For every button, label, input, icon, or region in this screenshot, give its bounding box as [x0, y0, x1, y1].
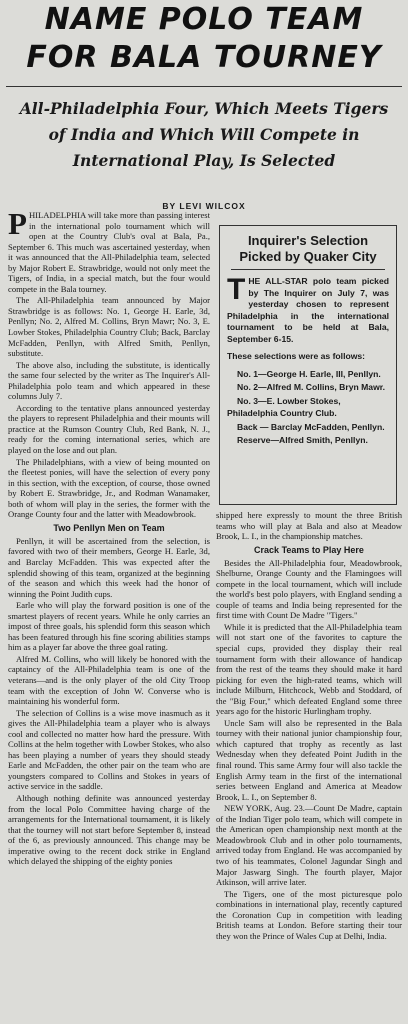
paragraph: NEW YORK, Aug. 23.—Count De Madre, captain of the Indian Tiger polo team, which will compete in the American open championship next month at the Meadowbrook Club and in other polo tournaments, arrived today from England. He was accompanied by two of his teammates, Colonel Jagundar Singh and Major Jaswarg Singh. The fourth player, Major Atkinson, will arrive later.	[216, 803, 402, 888]
headline-line-1: NAME POLO TEAM	[44, 2, 364, 37]
right-column	[216, 510, 402, 1022]
paragraph: Alfred M. Collins, who will likely be honored with the captaincy of the All-Philadelphia team is one of the veterans—and is the only player of the old City Troop team with the exception of John W. Converse who is maintaining his wonderful form.	[8, 653, 210, 707]
paragraph: Uncle Sam will also be represented in the Bala tourney with their national junior championship four, which captured that trophy as recently as last Wednesday when they defeated Point Judith in the final round. This same Army four will also tackle the English Army team in the first of the international series between England and America at Meadow Brook, L. I., on September 8.	[216, 717, 402, 802]
roster-item: Reserve—Alfred Smith, Penllyn.	[237, 435, 368, 446]
left-column	[8, 210, 210, 1022]
roster-item: Back — Barclay McFadden, Penllyn.	[237, 421, 385, 432]
paragraph: PHILADELPHIA will take more than passing interest in the international polo tournament which will open at the Country Club's oval at Bala, Pa., September 6. This much was ascertained yesterday, when it was announced that the All-Philadelphia team, selected by Major Robert E. Strawbridge, would not only meet the Tigers, of India, in a special match, but the four would compete in the Bala tourney.	[8, 210, 210, 294]
paragraph: Although nothing definite was announced yesterday from the local Polo Committee having charge of the arrangements for the International tournament, it is likely that the tourney will not start before September 8, instead of the 6, as previously announced. This change may be imperative owing to the recent dock strike in England which delayed the shipping of the eighty ponies	[8, 792, 210, 867]
paragraph: Penllyn, it will be ascertained from the selection, is favored with two of their members, George H. Earle, 3d, and Barclay McFadden. This was expected after the splendid showing of this team, organized at the beginning of the season and which this week had the honor of winning the Point Judith cups.	[8, 535, 210, 599]
paragraph: The Tigers, one of the most picturesque polo combinations in international play, recently captured the Coronation Cup in competition with leading British teams at London. Before starting their tour they won the Prince of Wales Cup at Delhi, India.	[216, 888, 402, 941]
paragraph: Besides the All-Philadelphia four, Meadowbrook, Shelburne, Orange County and the Flamingoes will compete in the local tournament, which will include the world's best polo players, with England sending a couple of teams and India being represented for the first time with Count De Madre "Tigers."	[216, 557, 402, 621]
roster-item: No. 3—E. Lowber Stokes, Philadelphia Country Club.	[227, 396, 341, 418]
paragraph: According to the tentative plans announced yesterday the players to represent Philadelphia and their mounts will practice at the Rumson Country Club, Red Bank, N. J., ready for the coming international series, which are played on the lose and out plan.	[8, 402, 210, 456]
box-intro: THE ALL-STAR polo team picked by The Inquirer on July 7, was yesterday chosen to represent Philadelphia in the international tournament to be held at Bala, September 6-15.	[227, 273, 389, 344]
box-rule	[231, 269, 385, 270]
paragraph: The Philadelphians, with a view of being mounted on the fleetest ponies, will have the selection of every pony in this section, with the exception, of course, those owned by Robert E. Strawbridge, Jr., and Rodman Wanamaker, both of whom will play in the series, the former with the Orange County four and the latter with Meadowbrook.	[8, 456, 210, 520]
paragraph: shipped here expressly to mount the three British teams who will play at Bala and also at Meadow Brook, L. I., in the championship matches.	[216, 510, 402, 542]
box-roster	[227, 369, 389, 448]
subhead-crack-teams: Crack Teams to Play Here	[254, 544, 364, 555]
box-title: Inquirer's Selection Picked by Quaker City	[239, 233, 377, 264]
paragraph: While it is predicted that the All-Philadelphia team will not start one of the favorites to capture the special cups, provided they display their real tournament form with their allowance of handicap from the rest of the teams they should make it hard picking for even the high-rated teams, which will include Milburn, Hitchcock, Webb and Stoddard, of the "Big Four," which defeated England some three years ago for the historic Hurlingham trophy.	[216, 621, 402, 717]
byline: BY LEVI WILCOX	[162, 201, 246, 211]
paragraph: The above also, including the substitute, is identically the same four selected by the writer as The Inquirer's All-Philadelphia polo team and which appeared in these columns July 7.	[8, 359, 210, 402]
headline-line-2: FOR BALA TOURNEY	[26, 40, 382, 75]
inquirer-selection-box	[219, 225, 397, 505]
roster-item: No. 2—Alfred M. Collins, Bryn Mawr.	[237, 382, 386, 393]
paragraph: Earle who will play the forward position is one of the smartest players of recent years. While he only carries an impost of three goals, his splendid form this season which has been featured through his fine scoring abilities stamps him as a player far above the three goal rating.	[8, 600, 210, 653]
deck-subheadline: All-Philadelphia Four, Which Meets Tigers of India and Which Will Compete in International Play, Is Selected	[19, 99, 389, 170]
roster-item: No. 1—George H. Earle, III, Penllyn.	[237, 368, 381, 379]
subhead-penllyn: Two Penllyn Men on Team	[53, 522, 165, 533]
paragraph: The selection of Collins is a wise move inasmuch as it gives the All-Philadelphia team a player who is always cool and collected no matter how hard the pressure. With Collins at the helm together with Lowber Stokes, who also has been playing a number of years they should steady Earle and McFadden, the other pair on the team who are youngsters compared to Collins and Stokes in years of active service in the saddle.	[8, 707, 210, 792]
box-lead: These selections were as follows:	[227, 351, 366, 361]
headline-rule	[6, 86, 402, 87]
paragraph: The All-Philadelphia team announced by Major Strawbridge is as follows: No. 1, George H. Earle, 3d, Penllyn; No. 2, Alfred M. Collins, Bryn Mawr; No. 3, E. Lowber Stokes, Philadelphia Country Club; Back, Barclay McFadden, Penllyn, with Alfred Smith, Penllyn, substitute.	[8, 295, 210, 359]
